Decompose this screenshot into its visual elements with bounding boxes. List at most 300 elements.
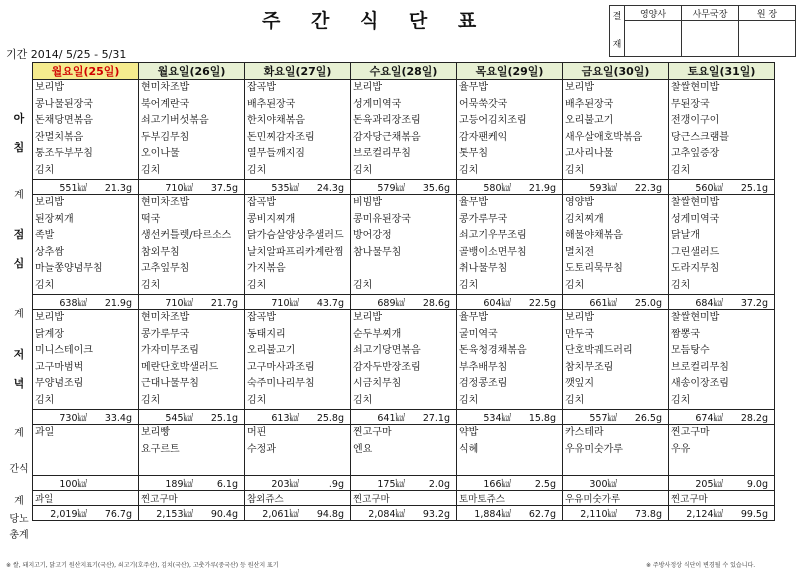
menu-cell: [669, 195, 775, 295]
sugar-item: 찐고구마: [351, 491, 457, 506]
sugar-item: 찐고구마: [669, 491, 775, 506]
menu-item: 가지볶음: [247, 263, 286, 274]
sugar-item: 참외쥬스: [245, 491, 351, 506]
menu-item: 보리밥: [353, 82, 382, 93]
calories-value: 2,084㎉: [368, 509, 405, 520]
menu-cell: [351, 195, 457, 295]
menu-item: 김치: [141, 394, 161, 406]
subtotal-cell: [457, 180, 563, 195]
lunch-subtotal-label: 계: [14, 309, 24, 320]
menu-item: 쇠고기당면볶음: [353, 345, 421, 356]
menu-cell: [457, 195, 563, 295]
snack-item: [33, 442, 138, 459]
menu-item: 통조두부무침: [35, 148, 93, 159]
snack-item: 우유: [671, 443, 691, 455]
approval-sign-cell[interactable]: [739, 21, 796, 57]
menu-item: 김치: [353, 164, 373, 176]
protein-value: 21.3g: [104, 183, 132, 194]
menu-item: 잔멸치볶음: [35, 131, 84, 143]
menu-item: 모듬탕수: [671, 345, 710, 356]
period-label: 기간: [6, 48, 28, 61]
menu-item: 족발: [35, 230, 55, 241]
menu-item: 김치: [353, 279, 373, 291]
sugar-label: 당노: [9, 514, 29, 525]
menu-item: 시금치무침: [353, 378, 402, 389]
calories-value: 205㎉: [695, 479, 723, 490]
approval-box: [609, 5, 796, 57]
origin-footnote: ※ 쌀, 돼지고기, 닭고기 원산지표기(국산), 쇠고기(호주산), 김치(국산), 고춧가루(중국산) 등 원산지 표기: [6, 562, 279, 569]
snack-item: 요구르트: [141, 443, 180, 455]
menu-item: 현미차조밥: [141, 197, 190, 208]
subtotal-cell: [245, 180, 351, 195]
menu-item: 고등어김치조림: [459, 115, 527, 126]
menu-item: 도라지무침: [671, 263, 720, 274]
protein-value: 99.5g: [740, 509, 768, 520]
lunch-label: 점 심: [13, 228, 25, 270]
snack-item: 엔요: [353, 443, 373, 455]
menu-item: 근대나물무침: [141, 378, 199, 389]
menu-item: 김치: [247, 164, 267, 176]
protein-value: 37.2g: [740, 298, 768, 309]
menu-item: 검정콩조림: [459, 378, 508, 389]
menu-item: 날치알파프리카계란찜: [247, 246, 344, 258]
breakfast-subtotal-label: 계: [14, 190, 24, 201]
menu-item: 고구마사과조림: [247, 361, 315, 373]
menu-cell: [563, 310, 669, 410]
menu-item: 무된장국: [671, 98, 710, 110]
calories-value: 710㎉: [165, 298, 193, 309]
snack-item: 과일: [35, 427, 55, 438]
menu-item: 전갱이구이: [671, 115, 720, 126]
snack-item: 찐고구마: [671, 427, 710, 438]
menu-item: 현미차조밥: [141, 82, 190, 93]
calories-value: 710㎉: [165, 183, 193, 194]
calories-value: 579㎉: [377, 183, 405, 194]
snack-item: 약밥: [459, 427, 479, 438]
menu-item: 고구마범벅: [35, 361, 84, 373]
menu-item: 보리밥: [353, 312, 382, 323]
protein-value: 90.4g: [210, 509, 238, 520]
menu-item: 된장찌개: [35, 213, 74, 225]
menu-item: 현미차조밥: [141, 312, 190, 323]
menu-item: 보리밥: [565, 82, 594, 93]
day-header: 월요일(26일): [139, 63, 245, 80]
menu-item: 참치무조림: [565, 361, 614, 373]
protein-value: 25.0g: [634, 298, 662, 309]
menu-item: 김치: [671, 279, 691, 291]
subtotal-cell: [33, 180, 139, 195]
protein-value: 73.8g: [634, 509, 662, 520]
menu-item: 멸치전: [565, 246, 594, 258]
calories-value: 684㎉: [695, 298, 723, 309]
protein-value: 22.3g: [634, 183, 662, 194]
subtotal-cell: [245, 410, 351, 425]
calories-value: 1,884㎉: [474, 509, 511, 520]
menu-cell: [245, 80, 351, 180]
menu-item: 톳무침: [459, 148, 488, 159]
calories-value: 689㎉: [377, 298, 405, 309]
calories-value: 535㎉: [271, 183, 299, 194]
snack-item: 카스테라: [565, 427, 604, 438]
menu-item: 콩미유된장국: [353, 213, 411, 225]
calories-value: 203㎉: [271, 479, 299, 490]
menu-cell: [457, 80, 563, 180]
approval-sign-cell[interactable]: [625, 21, 682, 57]
protein-value: .9g: [328, 479, 344, 490]
page-title: 주 간 식 단 표: [262, 10, 489, 32]
protein-value: 26.5g: [634, 413, 662, 424]
subtotal-cell: [139, 506, 245, 521]
calories-value: 661㎉: [589, 298, 617, 309]
protein-value: 25.1g: [210, 413, 238, 424]
menu-item: 굴미역국: [459, 328, 498, 340]
period-value: 2014/ 5/25 - 5/31: [30, 48, 127, 61]
calories-value: 175㎉: [377, 479, 405, 490]
menu-item: 김치: [353, 394, 373, 406]
protein-value: 28.2g: [740, 413, 768, 424]
subtotal-cell: [563, 506, 669, 521]
calories-value: 189㎉: [165, 479, 193, 490]
snack-cell: [563, 425, 669, 476]
menu-item: 깻잎지: [565, 378, 594, 389]
menu-item: 만두국: [565, 328, 594, 340]
menu-item: 돈육과리장조림: [353, 115, 421, 126]
day-header: 수요일(28일): [351, 63, 457, 80]
menu-item: 도토리묵무침: [565, 263, 623, 274]
menu-item: 순두부찌개: [353, 328, 402, 340]
menu-cell: [457, 310, 563, 410]
menu-item: 메란단호박샐러드: [141, 361, 219, 373]
subtotal-cell: [139, 295, 245, 310]
protein-value: 27.1g: [422, 413, 450, 424]
menu-item: 김치: [671, 394, 691, 406]
protein-value: 76.7g: [104, 509, 132, 520]
calories-value: 2,019㎉: [50, 509, 87, 520]
menu-item: 율무밥: [459, 312, 488, 323]
menu-cell: [245, 195, 351, 295]
subtotal-cell: [669, 410, 775, 425]
subtotal-cell: [563, 180, 669, 195]
notice-footnote: ※ 주방사정상 식단이 변경될 수 있습니다.: [646, 562, 756, 569]
menu-item: 부추배무침: [459, 361, 508, 373]
calories-value: 593㎉: [589, 183, 617, 194]
menu-cell: [245, 310, 351, 410]
sugar-item: 과일: [33, 491, 139, 506]
menu-cell: [33, 310, 139, 410]
menu-item: 성게미역국: [353, 98, 402, 110]
protein-value: 15.8g: [528, 413, 556, 424]
approval-sign-cell[interactable]: [682, 21, 739, 57]
menu-cell: [33, 80, 139, 180]
sugar-item: 토마토쥬스: [457, 491, 563, 506]
menu-item: 당근스크램블: [671, 131, 729, 143]
menu-item: 율무밥: [459, 197, 488, 208]
calories-value: 557㎉: [589, 413, 617, 424]
calories-value: 2,110㎉: [580, 509, 617, 520]
menu-item: 콩가루무국: [141, 328, 190, 340]
menu-item: 단호박궤드러리: [565, 345, 633, 356]
protein-value: 25.1g: [740, 183, 768, 194]
weekly-menu-table: [32, 62, 775, 521]
menu-cell: [669, 310, 775, 410]
subtotal-cell: [351, 180, 457, 195]
calories-value: 300㎉: [589, 479, 617, 490]
menu-item: 닭계장: [35, 328, 64, 340]
calories-value: 551㎉: [59, 183, 87, 194]
subtotal-cell: [669, 295, 775, 310]
subtotal-cell: [351, 295, 457, 310]
snack-item: 머핀: [247, 427, 267, 438]
menu-item: 골뱅이소면무침: [459, 246, 527, 258]
menu-item: 잡곡밥: [247, 312, 276, 323]
menu-item: 찰쌀현미밥: [671, 197, 720, 208]
menu-item: 북어계란국: [141, 98, 190, 110]
menu-item: 김치: [141, 279, 161, 291]
day-header: 목요일(29일): [457, 63, 563, 80]
subtotal-cell: [669, 476, 775, 491]
menu-item: 율무밥: [459, 82, 488, 93]
approval-header-director: 사무국장: [682, 6, 739, 21]
menu-item: 쇠고기우무조림: [459, 230, 527, 241]
subtotal-cell: [563, 410, 669, 425]
menu-item: 미니스테이크: [35, 345, 93, 356]
subtotal-cell: [245, 476, 351, 491]
menu-item: 돈채당면볶음: [35, 115, 93, 126]
protein-value: 37.5g: [210, 183, 238, 194]
snack-item: 보리빵: [141, 427, 170, 438]
approval-header-dietitian: 영양사: [625, 6, 682, 21]
menu-item: 영양밥: [565, 197, 594, 208]
menu-item: 배추된장국: [565, 98, 614, 110]
menu-item: [351, 261, 456, 278]
menu-item: 성게미역국: [671, 213, 720, 225]
subtotal-cell: [139, 180, 245, 195]
subtotal-cell: [457, 295, 563, 310]
menu-item: 해물야채볶음: [565, 230, 623, 241]
snack-label: 간식: [9, 464, 29, 475]
menu-item: 두부김무침: [141, 131, 190, 143]
menu-item: 김치: [565, 279, 585, 291]
menu-item: 닭날개: [671, 230, 700, 241]
menu-item: 참나물무침: [353, 246, 402, 258]
menu-item: 닭가슴살양상추샐러드: [247, 230, 344, 241]
calories-value: 613㎉: [271, 413, 299, 424]
menu-item: 김치: [459, 394, 479, 406]
menu-item: 고추잎무침: [141, 263, 190, 274]
menu-item: 보리밥: [35, 197, 64, 208]
menu-item: 오리불고기: [247, 345, 296, 356]
menu-item: 한치야채볶음: [247, 115, 305, 126]
protein-value: 43.7g: [316, 298, 344, 309]
menu-item: 그린샐러드: [671, 246, 720, 258]
protein-value: 21.9g: [528, 183, 556, 194]
approval-side-label: 결 재: [610, 6, 625, 57]
menu-item: 잡곡밥: [247, 82, 276, 93]
subtotal-cell: [139, 476, 245, 491]
snack-subtotal-label: 계: [14, 496, 24, 507]
menu-item: 감자당근채볶음: [353, 131, 421, 143]
menu-item: 오리불고기: [565, 115, 614, 126]
menu-item: 참외무침: [141, 246, 180, 258]
menu-cell: [139, 80, 245, 180]
menu-item: 김치찌개: [565, 213, 604, 225]
menu-cell: [139, 310, 245, 410]
calories-value: 638㎉: [59, 298, 87, 309]
menu-item: 김치: [247, 279, 267, 291]
menu-item: 보리밥: [35, 312, 64, 323]
menu-item: 브로컬리무침: [671, 361, 729, 373]
menu-item: 김치: [35, 164, 55, 176]
subtotal-cell: [33, 476, 139, 491]
menu-item: 김치: [35, 279, 55, 291]
calories-value: 545㎉: [165, 413, 193, 424]
calories-value: 580㎉: [483, 183, 511, 194]
subtotal-cell: [669, 506, 775, 521]
protein-value: 2.5g: [534, 479, 556, 490]
day-header: 월요일(25일): [33, 63, 139, 80]
snack-cell: [245, 425, 351, 476]
subtotal-cell: [351, 476, 457, 491]
protein-value: 62.7g: [528, 509, 556, 520]
menu-item: 오이나물: [141, 148, 180, 159]
menu-cell: [563, 80, 669, 180]
protein-value: 9.0g: [746, 479, 768, 490]
calories-value: 166㎉: [483, 479, 511, 490]
protein-value: 24.3g: [316, 183, 344, 194]
menu-item: 돈육청경채볶음: [459, 345, 527, 356]
calories-value: 100㎉: [59, 479, 87, 490]
approval-header-head: 원 장: [739, 6, 796, 21]
subtotal-cell: [245, 506, 351, 521]
subtotal-cell: [351, 410, 457, 425]
protein-value: 22.5g: [528, 298, 556, 309]
calories-value: 674㎉: [695, 413, 723, 424]
protein-value: 25.8g: [316, 413, 344, 424]
subtotal-cell: [457, 506, 563, 521]
menu-item: 열무들깨지짐: [247, 148, 305, 159]
menu-item: 새송이장조림: [671, 378, 729, 389]
period-line: [6, 46, 126, 62]
menu-item: 김치: [565, 164, 585, 176]
menu-item: 떡국: [141, 213, 161, 225]
calories-value: 641㎉: [377, 413, 405, 424]
calories-value: 604㎉: [483, 298, 511, 309]
menu-item: 찰쌀현미밥: [671, 312, 720, 323]
menu-item: 김치: [565, 394, 585, 406]
subtotal-cell: [33, 410, 139, 425]
menu-item: 무양념조림: [35, 378, 84, 389]
menu-item: 짬뽕국: [671, 328, 700, 340]
subtotal-cell: [457, 476, 563, 491]
calories-value: 534㎉: [483, 413, 511, 424]
breakfast-label: 아 침: [13, 112, 25, 154]
menu-item: 방어강정: [353, 230, 392, 241]
subtotal-cell: [351, 506, 457, 521]
menu-item: 보리밥: [565, 312, 594, 323]
subtotal-cell: [563, 295, 669, 310]
menu-item: 새우살애호박볶음: [565, 131, 643, 143]
menu-cell: [563, 195, 669, 295]
menu-item: 김치: [459, 164, 479, 176]
menu-cell: [351, 80, 457, 180]
dinner-label: 저 녁: [13, 348, 25, 390]
subtotal-cell: [139, 410, 245, 425]
snack-item: 찐고구마: [353, 427, 392, 438]
subtotal-cell: [33, 506, 139, 521]
subtotal-cell: [563, 476, 669, 491]
menu-item: 상추쌈: [35, 246, 64, 258]
menu-item: 어묵쑥갓국: [459, 98, 508, 110]
menu-item: 고추잎증장: [671, 148, 720, 159]
menu-item: 보리밥: [35, 82, 64, 93]
calories-value: 730㎉: [59, 413, 87, 424]
subtotal-cell: [33, 295, 139, 310]
calories-value: 710㎉: [271, 298, 299, 309]
subtotal-cell: [245, 295, 351, 310]
protein-value: 2.0g: [428, 479, 450, 490]
protein-value: 93.2g: [422, 509, 450, 520]
protein-value: 21.7g: [210, 298, 238, 309]
dinner-subtotal-label: 계: [14, 428, 24, 439]
menu-item: 배추된장국: [247, 98, 296, 110]
menu-item: 콩비지찌개: [247, 213, 296, 225]
snack-cell: [351, 425, 457, 476]
sugar-item: 찐고구마: [139, 491, 245, 506]
menu-item: 콩가루무국: [459, 213, 508, 225]
day-header: 화요일(27일): [245, 63, 351, 80]
menu-item: 숙주미나리무침: [247, 378, 315, 389]
menu-item: 마늘쫑양념무침: [35, 263, 103, 274]
calories-value: 2,124㎉: [686, 509, 723, 520]
menu-cell: [33, 195, 139, 295]
menu-item: 브로컬리무침: [353, 148, 411, 159]
menu-item: 쇠고기버섯볶음: [141, 115, 209, 126]
menu-item: 감자두반장조림: [353, 361, 421, 373]
grand-total-label: 총계: [9, 530, 29, 541]
menu-item: 취나물무침: [459, 263, 508, 274]
menu-item: 동태지리: [247, 328, 286, 340]
menu-cell: [351, 310, 457, 410]
snack-cell: [457, 425, 563, 476]
snack-item: 수정과: [247, 443, 276, 455]
menu-item: 김치: [459, 279, 479, 291]
menu-item: 돈민찌감자조림: [247, 131, 315, 143]
menu-item: 비빔밥: [353, 197, 382, 208]
calories-value: 2,061㎉: [262, 509, 299, 520]
snack-item: 우유미숫가루: [565, 443, 623, 455]
menu-item: 찰쌀현미밥: [671, 82, 720, 93]
menu-item: 감자팬케익: [459, 131, 508, 143]
menu-item: 김치: [671, 164, 691, 176]
protein-value: 35.6g: [422, 183, 450, 194]
menu-item: 가자미무조림: [141, 345, 199, 356]
menu-item: 김치: [141, 164, 161, 176]
menu-cell: [669, 80, 775, 180]
subtotal-cell: [457, 410, 563, 425]
menu-item: 생선커틀렛/타르소스: [141, 230, 232, 241]
protein-value: 28.6g: [422, 298, 450, 309]
day-header: 금요일(30일): [563, 63, 669, 80]
protein-value: 6.1g: [216, 479, 238, 490]
snack-cell: [33, 425, 139, 476]
protein-value: 94.8g: [316, 509, 344, 520]
subtotal-cell: [669, 180, 775, 195]
menu-item: 잡곡밥: [247, 197, 276, 208]
menu-cell: [139, 195, 245, 295]
day-header: 토요일(31일): [669, 63, 775, 80]
sugar-item: 우유미숫가루: [563, 491, 669, 506]
menu-item: 고사리나물: [565, 148, 614, 159]
